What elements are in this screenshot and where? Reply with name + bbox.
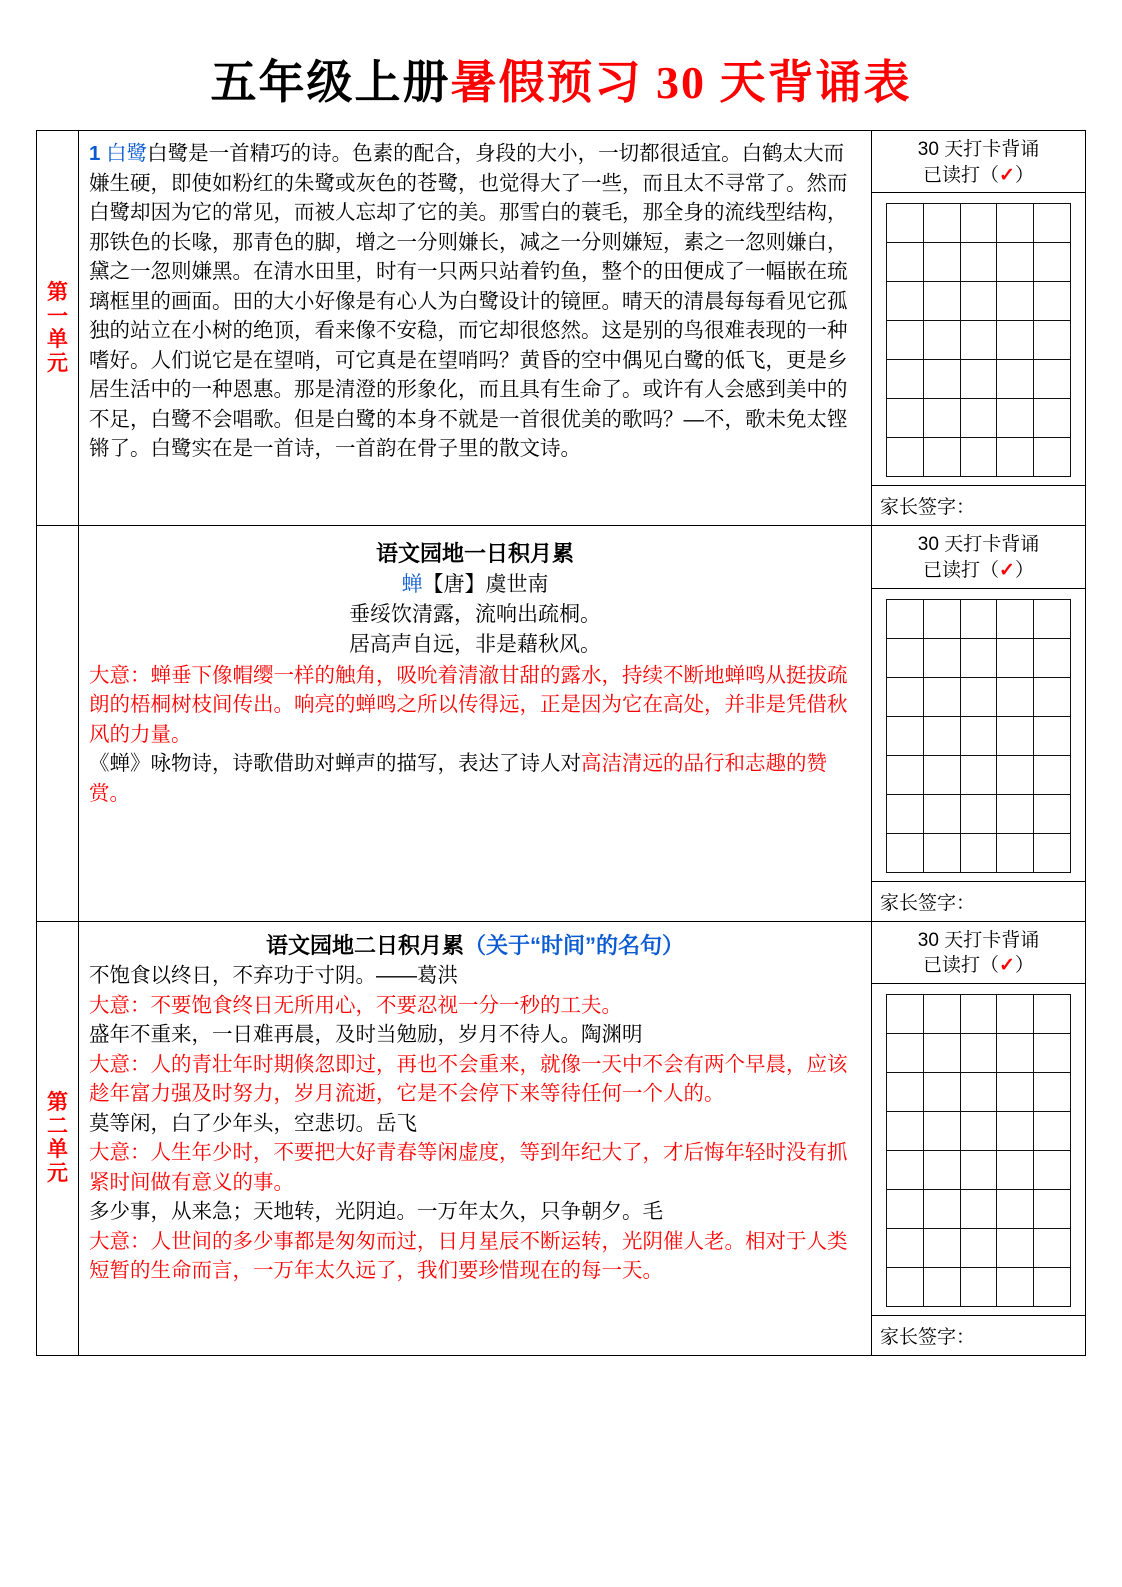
- checkin-header-2-line1: 30 天打卡背诵: [917, 534, 1040, 556]
- grid-cell[interactable]: [1034, 1111, 1071, 1150]
- grid-cell[interactable]: [887, 716, 924, 755]
- grid-cell[interactable]: [960, 638, 997, 677]
- garden-2-heading-red: （关于“时间”的名句）: [464, 932, 685, 958]
- grid-row[interactable]: [887, 755, 1071, 794]
- page-title-red: 暑假预习 30 天背诵表: [450, 57, 912, 108]
- grid-cell[interactable]: [1034, 204, 1071, 243]
- grid-cell[interactable]: [1034, 282, 1071, 321]
- checkin-header-3: [872, 922, 1085, 984]
- grid-cell[interactable]: [887, 599, 924, 638]
- grid-cell[interactable]: [960, 1267, 997, 1306]
- poem-meaning-text: 蝉垂下像帽缨一样的触角，吸吮着清澈甘甜的露水，持续不断地蝉鸣从挺拔疏朗的梧桐树枝间传出。响亮的蝉鸣之所以传得远，正是因为它在高处，并非是凭借秋风的力量。: [89, 663, 848, 746]
- checkin-grid-3[interactable]: [886, 994, 1071, 1307]
- poem-note-black: 《蝉》咏物诗，诗歌借助对蝉声的描写，表达了诗人对: [89, 752, 581, 776]
- poem-meaning-label: 大意：: [89, 663, 151, 687]
- grid-cell[interactable]: [960, 282, 997, 321]
- grid-row[interactable]: [887, 1111, 1071, 1150]
- grid-row[interactable]: [887, 1228, 1071, 1267]
- grid-cell[interactable]: [997, 1228, 1034, 1267]
- grid-cell[interactable]: [997, 282, 1034, 321]
- grid-cell[interactable]: [1034, 1033, 1071, 1072]
- lesson-content-2: [79, 526, 872, 921]
- table-row: [37, 131, 1086, 526]
- grid-cell[interactable]: [997, 204, 1034, 243]
- grid-row[interactable]: [887, 716, 1071, 755]
- grid-row[interactable]: [887, 1267, 1071, 1306]
- check-mark-icon: ✓: [999, 164, 1015, 186]
- poem-author: 【唐】虞世南: [422, 572, 549, 596]
- garden-1-heading: 语文园地一日积月累: [375, 541, 574, 567]
- grid-cell[interactable]: [960, 994, 997, 1033]
- grid-row[interactable]: [887, 677, 1071, 716]
- checkin-header-2-line2-prefix: 已读打（: [923, 559, 1000, 581]
- grid-cell[interactable]: [887, 677, 924, 716]
- grid-cell[interactable]: [923, 638, 960, 677]
- grid-cell[interactable]: [887, 1033, 924, 1072]
- grid-cell[interactable]: [1034, 1189, 1071, 1228]
- unit-label-2: [37, 921, 79, 1355]
- grid-cell[interactable]: [887, 638, 924, 677]
- check-mark-icon: ✓: [999, 559, 1015, 581]
- grid-cell[interactable]: [997, 1189, 1034, 1228]
- grid-cell[interactable]: [1034, 1228, 1071, 1267]
- unit-label-2-text: 第二单元: [47, 1091, 68, 1185]
- checkin-header-2: [872, 526, 1085, 588]
- checkin-grid-wrap-1: [872, 193, 1085, 485]
- grid-cell[interactable]: [1034, 321, 1071, 360]
- grid-cell[interactable]: [997, 1072, 1034, 1111]
- grid-cell[interactable]: [960, 716, 997, 755]
- poem-title-line: [89, 570, 861, 600]
- grid-cell[interactable]: [960, 755, 997, 794]
- page-title: [0, 0, 1122, 130]
- page-title-black: 五年级上册: [210, 57, 451, 108]
- checkin-header-3-line2-prefix: 已读打（: [923, 955, 1000, 977]
- grid-row[interactable]: [887, 360, 1071, 399]
- grid-cell[interactable]: [923, 282, 960, 321]
- checkin-header-1-line2-suffix: ）: [1014, 164, 1034, 186]
- grid-cell[interactable]: [960, 243, 997, 282]
- grid-cell[interactable]: [1034, 716, 1071, 755]
- grid-cell[interactable]: [997, 677, 1034, 716]
- checkin-grid-wrap-3: [872, 984, 1085, 1315]
- time-quote-2: 盛年不重来，一日难再晨，及时当勉励，岁月不待人。陶渊明: [89, 1023, 643, 1047]
- grid-cell[interactable]: [923, 716, 960, 755]
- time-meaning-2: 大意：人的青壮年时期倏忽即过，再也不会重来，就像一天中不会有两个早晨，应该趁年富力强及时努力，岁月流逝，它是不会停下来等待任何一个人的。: [89, 1052, 848, 1106]
- checkin-header-2-line2-suffix: ）: [1014, 559, 1034, 581]
- grid-cell[interactable]: [1034, 677, 1071, 716]
- checkin-header-1: [872, 131, 1085, 193]
- parent-signature-3[interactable]: 家长签字：: [872, 1315, 1085, 1355]
- grid-row[interactable]: [887, 321, 1071, 360]
- grid-cell[interactable]: [887, 1150, 924, 1189]
- grid-cell[interactable]: [960, 399, 997, 438]
- poem-line-2: 居高声自远，非是藉秋风。: [349, 633, 601, 657]
- grid-cell[interactable]: [960, 1150, 997, 1189]
- grid-cell[interactable]: [997, 360, 1034, 399]
- grid-cell[interactable]: [960, 1033, 997, 1072]
- checkin-grid-2[interactable]: [886, 599, 1071, 873]
- grid-cell[interactable]: [923, 1111, 960, 1150]
- grid-cell[interactable]: [997, 1111, 1034, 1150]
- grid-cell[interactable]: [960, 1072, 997, 1111]
- grid-cell[interactable]: [960, 833, 997, 872]
- grid-cell[interactable]: [1034, 794, 1071, 833]
- grid-cell[interactable]: [960, 204, 997, 243]
- poem-meaning: [89, 661, 861, 750]
- lesson-content-1: [79, 131, 872, 526]
- grid-cell[interactable]: [997, 833, 1034, 872]
- poem-note: [89, 749, 861, 808]
- unit-label-1-continued: [37, 526, 79, 921]
- grid-cell[interactable]: [923, 755, 960, 794]
- grid-cell[interactable]: [960, 599, 997, 638]
- grid-row[interactable]: [887, 282, 1071, 321]
- checkin-grid-wrap-2: [872, 589, 1085, 881]
- grid-cell[interactable]: [1034, 438, 1071, 477]
- time-quote-3: 莫等闲，白了少年头，空悲切。岳飞: [89, 1111, 417, 1135]
- grid-cell[interactable]: [923, 399, 960, 438]
- grid-cell[interactable]: [960, 1189, 997, 1228]
- grid-cell[interactable]: [997, 438, 1034, 477]
- grid-cell[interactable]: [923, 321, 960, 360]
- grid-cell[interactable]: [887, 833, 924, 872]
- poem-line-1: 垂绥饮清露，流响出疏桐。: [349, 603, 601, 627]
- grid-cell[interactable]: [923, 994, 960, 1033]
- parent-signature-2[interactable]: 家长签字：: [872, 881, 1085, 921]
- grid-cell[interactable]: [960, 321, 997, 360]
- grid-cell[interactable]: [923, 1150, 960, 1189]
- grid-cell[interactable]: [1034, 755, 1071, 794]
- grid-cell[interactable]: [887, 755, 924, 794]
- grid-cell[interactable]: [960, 1228, 997, 1267]
- checkin-header-3-line1: 30 天打卡背诵: [917, 929, 1040, 951]
- grid-row[interactable]: [887, 438, 1071, 477]
- grid-row[interactable]: [887, 243, 1071, 282]
- garden-2-heading-black: 语文园地二日积月累: [265, 932, 464, 958]
- grid-cell[interactable]: [960, 677, 997, 716]
- checkin-column-1: [872, 131, 1086, 526]
- table-row: [37, 921, 1086, 1355]
- checkin-header-1-line2-prefix: 已读打（: [923, 164, 1000, 186]
- time-quote-4: 多少事，从来急；天地转，光阴迫。一万年太久，只争朝夕。毛: [89, 1200, 663, 1224]
- unit-label-1: [37, 131, 79, 526]
- grid-cell[interactable]: [997, 755, 1034, 794]
- grid-cell[interactable]: [997, 638, 1034, 677]
- grid-row[interactable]: [887, 1189, 1071, 1228]
- lesson-1-title: 白鹭: [106, 142, 148, 165]
- grid-cell[interactable]: [1034, 399, 1071, 438]
- grid-cell[interactable]: [1034, 243, 1071, 282]
- time-meaning-3: 大意：人生年少时，不要把大好青春等闲虚度，等到年纪大了，才后悔年轻时没有抓紧时间做有意义的事。: [89, 1141, 848, 1194]
- grid-row[interactable]: [887, 833, 1071, 872]
- grid-cell[interactable]: [887, 1228, 924, 1267]
- grid-cell[interactable]: [923, 833, 960, 872]
- grid-cell[interactable]: [887, 438, 924, 477]
- grid-cell[interactable]: [887, 321, 924, 360]
- grid-row[interactable]: [887, 1150, 1071, 1189]
- garden-2-heading: [89, 930, 861, 962]
- grid-cell[interactable]: [923, 243, 960, 282]
- grid-cell[interactable]: [887, 243, 924, 282]
- grid-cell[interactable]: [887, 360, 924, 399]
- grid-cell[interactable]: [887, 1189, 924, 1228]
- grid-cell[interactable]: [997, 716, 1034, 755]
- grid-cell[interactable]: [997, 599, 1034, 638]
- grid-cell[interactable]: [923, 360, 960, 399]
- check-mark-icon: ✓: [999, 955, 1015, 977]
- unit-label-1-text: 第一单元: [47, 281, 68, 375]
- grid-cell[interactable]: [923, 794, 960, 833]
- lesson-1-body: 白鹭是一首精巧的诗。色素的配合，身段的大小，一切都很适宜。白鹤太大而嫌生硬，即使如粉红的朱鹭或灰色的苍鹭，也觉得大了一些，而且太不寻常了。然而白鹭却因为它的常见，而被人忘却了它的美。那雪白的蓑毛，那全身的流线型结构，那铁色的长喙，那青色的脚，增之一分则嫌长，减之一分则嫌短，素之一忽则嫌白，黛之一忽则嫌黑。在清水田里，时有一只两只站着钓鱼，整个的田便成了一幅嵌在琉璃框里的画面。田的大小好像是有心人为白鹭设计的镜匣。晴天的清晨每每看见它孤独的站立在小树的绝顶，看来像不安稳，而它却很悠然。这是别的鸟很难表现的一种嗜好。人们说它是在望哨，可它真是在望哨吗？黄昏的空中偶见白鹭的低飞，更是乡居生活中的一种恩惠。那是清澄的形象化，而且具有生命了。或许有人会感到美中的不足，白鹭不会唱歌。但是白鹭的本身不就是一首很优美的歌吗？—不，歌未免太铿锵了。白鹭实在是一首诗，一首韵在骨子里的散文诗。: [89, 142, 848, 461]
- grid-cell[interactable]: [1034, 1072, 1071, 1111]
- grid-cell[interactable]: [960, 360, 997, 399]
- grid-cell[interactable]: [1034, 1267, 1071, 1306]
- checkin-header-3-line2-suffix: ）: [1014, 955, 1034, 977]
- grid-cell[interactable]: [1034, 360, 1071, 399]
- grid-cell[interactable]: [887, 1267, 924, 1306]
- grid-cell[interactable]: [997, 1150, 1034, 1189]
- grid-cell[interactable]: [887, 1111, 924, 1150]
- time-meaning-4: 大意：人世间的多少事都是匆匆而过，日月星辰不断运转，光阴催人老。相对于人类短暂的生命而言，一万年太久远了，我们要珍惜现在的每一天。: [89, 1229, 848, 1283]
- checkin-header-1-line1: 30 天打卡背诵: [917, 139, 1040, 160]
- grid-cell[interactable]: [997, 321, 1034, 360]
- lesson-1-number: 1: [89, 142, 101, 165]
- time-quote-1: 不饱食以终日，不弃功于寸阴。——葛洪: [89, 964, 458, 988]
- grid-row[interactable]: [887, 794, 1071, 833]
- grid-row[interactable]: [887, 204, 1071, 243]
- lesson-1-paragraph: [89, 139, 861, 464]
- grid-cell[interactable]: [887, 994, 924, 1033]
- grid-cell[interactable]: [887, 794, 924, 833]
- grid-cell[interactable]: [923, 204, 960, 243]
- grid-cell[interactable]: [997, 994, 1034, 1033]
- poem-note-red: 高洁清远的品行和志趣的赞赏。: [89, 752, 827, 805]
- grid-cell[interactable]: [923, 1267, 960, 1306]
- poem-title: 蝉: [401, 572, 423, 596]
- grid-cell[interactable]: [923, 438, 960, 477]
- grid-row[interactable]: [887, 1033, 1071, 1072]
- grid-cell[interactable]: [1034, 994, 1071, 1033]
- grid-cell[interactable]: [997, 243, 1034, 282]
- grid-cell[interactable]: [960, 438, 997, 477]
- recitation-table: [36, 130, 1086, 1356]
- grid-cell[interactable]: [923, 677, 960, 716]
- grid-cell[interactable]: [1034, 599, 1071, 638]
- grid-cell[interactable]: [1034, 833, 1071, 872]
- grid-cell[interactable]: [997, 399, 1034, 438]
- grid-cell[interactable]: [887, 399, 924, 438]
- grid-cell[interactable]: [887, 204, 924, 243]
- grid-cell[interactable]: [1034, 638, 1071, 677]
- checkin-column-2: [872, 526, 1086, 921]
- grid-row[interactable]: [887, 399, 1071, 438]
- grid-cell[interactable]: [997, 1267, 1034, 1306]
- grid-cell[interactable]: [923, 1033, 960, 1072]
- checkin-grid-1[interactable]: [886, 203, 1071, 477]
- grid-cell[interactable]: [887, 282, 924, 321]
- grid-row[interactable]: [887, 638, 1071, 677]
- grid-cell[interactable]: [997, 794, 1034, 833]
- grid-cell[interactable]: [960, 794, 997, 833]
- grid-row[interactable]: [887, 994, 1071, 1033]
- grid-row[interactable]: [887, 1072, 1071, 1111]
- checkin-column-3: [872, 921, 1086, 1355]
- grid-cell[interactable]: [1034, 1150, 1071, 1189]
- grid-cell[interactable]: [923, 1228, 960, 1267]
- grid-cell[interactable]: [960, 1111, 997, 1150]
- grid-cell[interactable]: [887, 1072, 924, 1111]
- grid-cell[interactable]: [923, 1189, 960, 1228]
- grid-cell[interactable]: [923, 1072, 960, 1111]
- grid-cell[interactable]: [997, 1033, 1034, 1072]
- lesson-content-3: [79, 921, 872, 1355]
- time-meaning-1: 大意：不要饱食终日无所用心，不要忍视一分一秒的工夫。: [89, 993, 622, 1017]
- grid-cell[interactable]: [923, 599, 960, 638]
- table-row: [37, 526, 1086, 921]
- parent-signature-1[interactable]: 家长签字：: [872, 485, 1085, 525]
- grid-row[interactable]: [887, 599, 1071, 638]
